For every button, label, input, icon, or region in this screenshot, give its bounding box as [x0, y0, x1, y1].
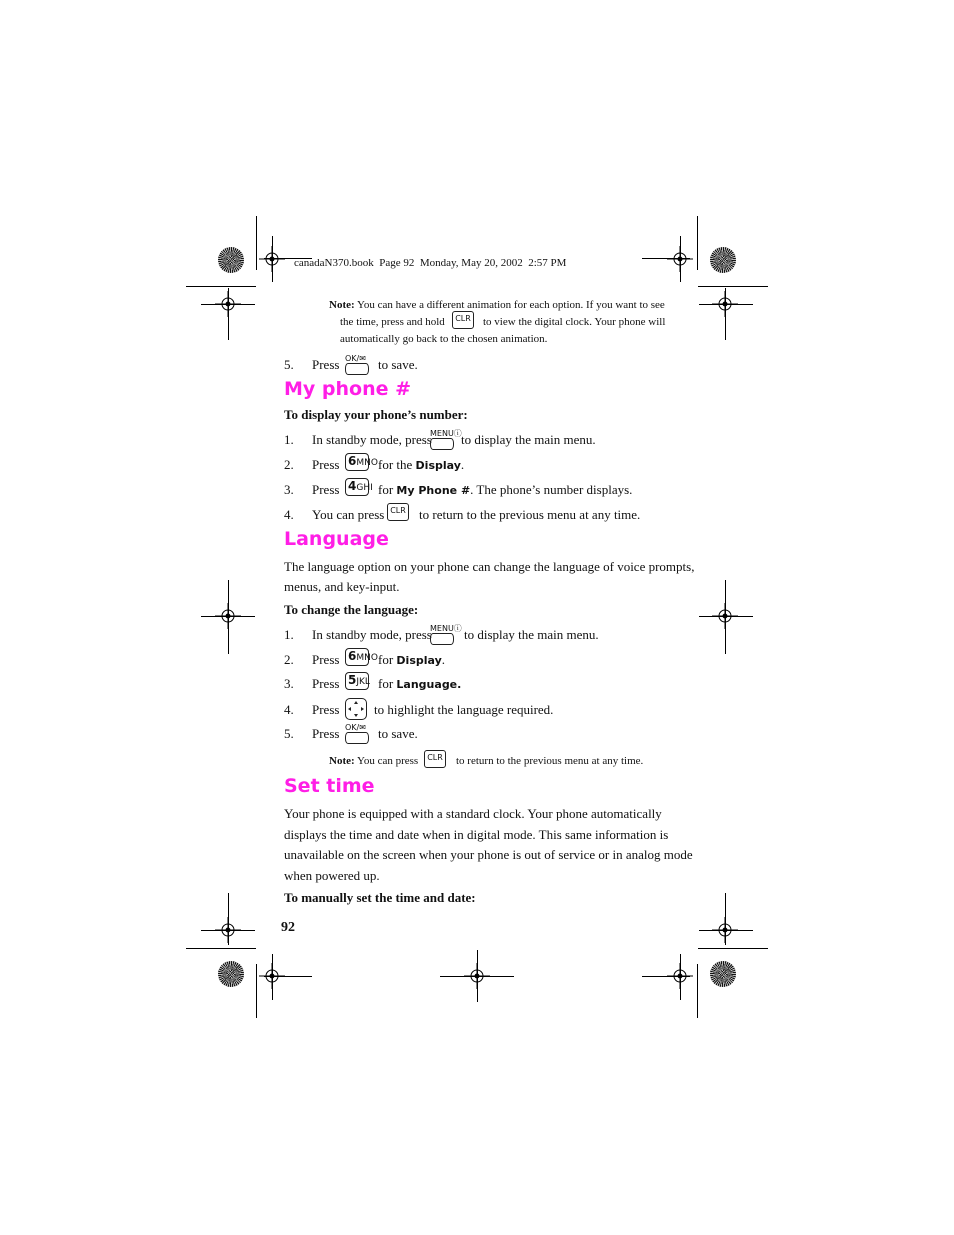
step-5-save: 5.: [284, 357, 294, 372]
subheading-change-language: To change the language:: [284, 602, 419, 617]
page-number: 92: [281, 920, 295, 935]
registration-mark-icon: [712, 917, 738, 943]
subheading-set-time-date: To manually set the time and date:: [284, 890, 476, 905]
registration-mark-icon: [215, 291, 241, 317]
registration-disc-icon: [218, 247, 244, 273]
heading-set-time: Set time: [284, 775, 375, 797]
note-animation: Note: You can have a different animation for each option. If you want to see the time, press and hold automatically go back to the chosen animation.: [329, 299, 665, 345]
key-6-icon: 6MNO: [345, 453, 369, 471]
registration-mark-icon: [464, 963, 490, 989]
registration-mark-icon: [712, 291, 738, 317]
clr-key-icon: CLR: [387, 503, 409, 521]
registration-mark-icon: [259, 963, 285, 989]
key-5-icon: 5JKL: [345, 672, 369, 690]
subheading-display-number: To display your phone’s number:: [284, 407, 468, 422]
registration-disc-icon: [710, 247, 736, 273]
registration-mark-icon: [215, 917, 241, 943]
key-6-icon: 6MNO: [345, 648, 369, 666]
menu-key-icon: MENUⓘ: [430, 429, 462, 450]
note-label: Note:: [329, 299, 355, 311]
set-time-paragraph: Your phone is equipped with a standard clock. Your phone automatically displays the time and date when in digital mode. This same information is unavailable on the screen when your phone is out of service or in analog mode when powered up.: [284, 806, 693, 883]
registration-mark-icon: [259, 246, 285, 272]
key-4-icon: 4GHI: [345, 478, 369, 496]
registration-mark-icon: [667, 246, 693, 272]
heading-language: Language: [284, 528, 389, 550]
nav-key-icon: [345, 698, 367, 720]
registration-disc-icon: [218, 961, 244, 987]
registration-mark-icon: [215, 603, 241, 629]
language-intro: The language option on your phone can change the language of voice prompts, menus, and key-input.: [284, 559, 695, 594]
clr-key-icon: CLR: [452, 311, 474, 329]
registration-mark-icon: [667, 963, 693, 989]
ok-key-icon: OK/✉: [345, 354, 369, 375]
registration-mark-icon: [712, 603, 738, 629]
heading-my-phone: My phone #: [284, 378, 412, 400]
menu-key-icon: MENUⓘ: [430, 624, 462, 645]
ok-key-icon: OK/✉: [345, 723, 369, 744]
note-return: Note: You can press: [329, 755, 419, 767]
file-info-header: canadaN370.book Page 92 Monday, May 20, 2002 2:57 PM: [294, 257, 567, 269]
clr-key-icon: CLR: [424, 750, 446, 768]
registration-disc-icon: [710, 961, 736, 987]
